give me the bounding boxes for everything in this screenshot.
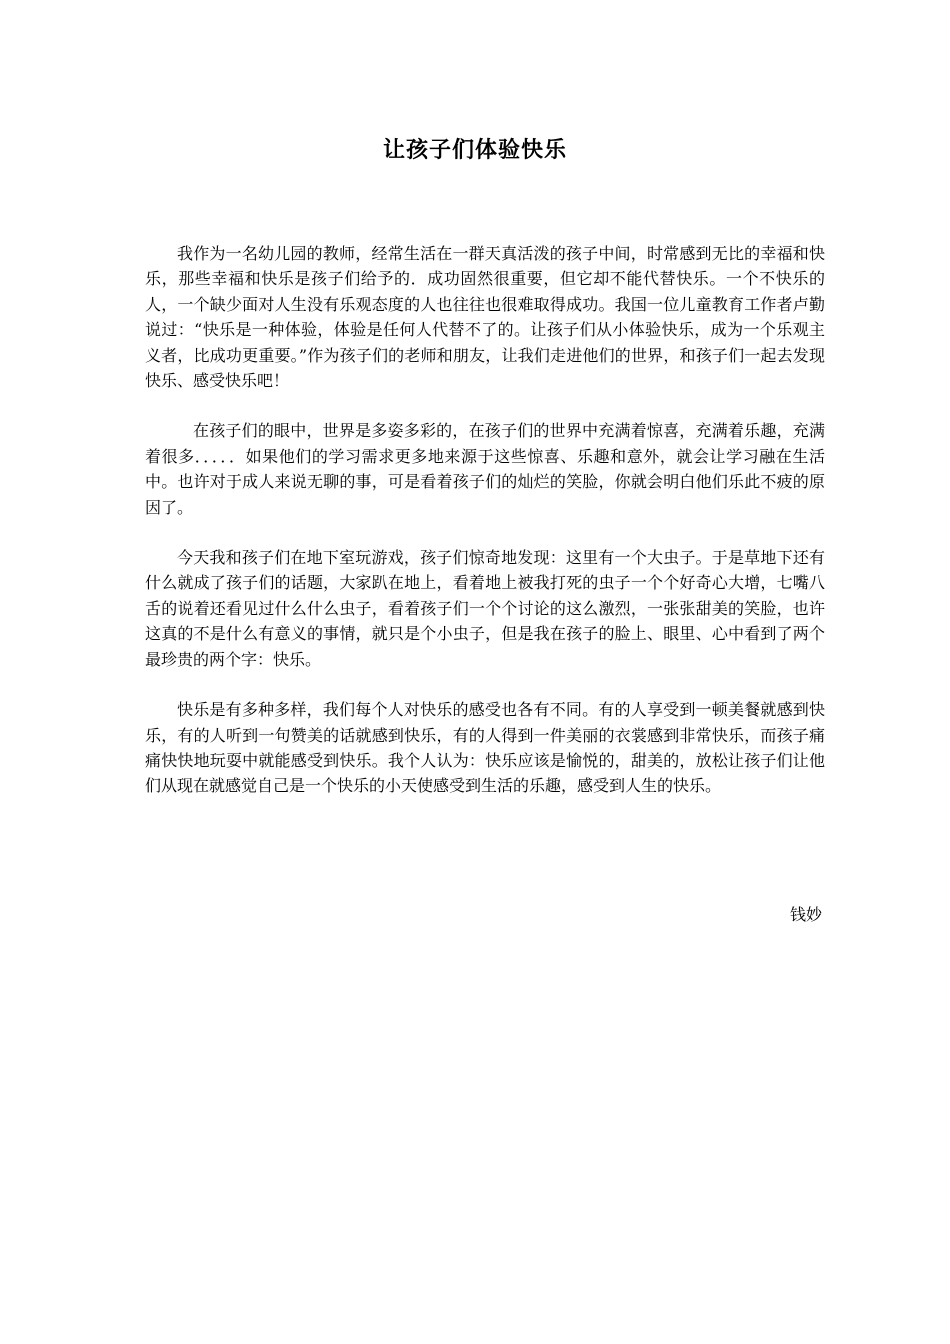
paragraph-3: 今天我和孩子们在地下室玩游戏，孩子们惊奇地发现：这里有一个大虫子。于是草地下还有什么就成了孩子们的话题，大家趴在地上，看着地上被我打死的虫子一个个好奇心大增，七嘴八舌的说着还看见过什么什么虫子，看着孩子们一个个讨论的这么激烈，一张张甜美的笑脸，也许这真的不是什么有意义的事情，就只是个小虫子，但是我在孩子的脸上、眼里、心中看到了两个最珍贵的两个字：快乐。 bbox=[145, 548, 825, 669]
article-body bbox=[145, 241, 825, 824]
paragraph-4: 快乐是有多种多样，我们每个人对快乐的感受也各有不同。有的人享受到一顿美餐就感到快乐，有的人听到一句赞美的话就感到快乐，有的人得到一件美丽的衣裳感到非常快乐，而孩子痛痛快快地玩耍中就能感受到快乐。我个人认为：快乐应该是愉悦的，甜美的，放松让孩子们让他们从现在就感觉自己是一个快乐的小天使感受到生活的乐趣，感受到人生的快乐。 bbox=[145, 700, 825, 796]
paragraph-1: 我作为一名幼儿园的教师，经常生活在一群天真活泼的孩子中间，时常感到无比的幸福和快乐，那些幸福和快乐是孩子们给予的．成功固然很重要，但它却不能代替快乐。一个不快乐的人，一个缺少面对人生没有乐观态度的人也往往也很难取得成功。我国一位儿童教育工作者卢勤说过：“快乐是一种体验，体验是任何人代替不了的。让孩子们从小体验快乐，成为一个乐观主义者，比成功更重要。”作为孩子们的老师和朋友，让我们走进他们的世界，和孩子们一起去发现快乐、感受快乐吧！ bbox=[145, 244, 825, 391]
author-signature: 钱妙 bbox=[789, 905, 822, 924]
paragraph-2: 在孩子们的眼中，世界是多姿多彩的，在孩子们的世界中充满着惊喜，充满着乐趣，充满着很多．．．．．如果他们的学习需求更多地来源于这些惊喜、乐趣和意外，就会让学习融在生活中。也许对于成人来说无聊的事，可是看着孩子们的灿烂的笑脸，你就会明白他们乐此不疲的原因了。 bbox=[145, 421, 825, 517]
page-title: 让孩子们体验快乐 bbox=[382, 137, 567, 163]
